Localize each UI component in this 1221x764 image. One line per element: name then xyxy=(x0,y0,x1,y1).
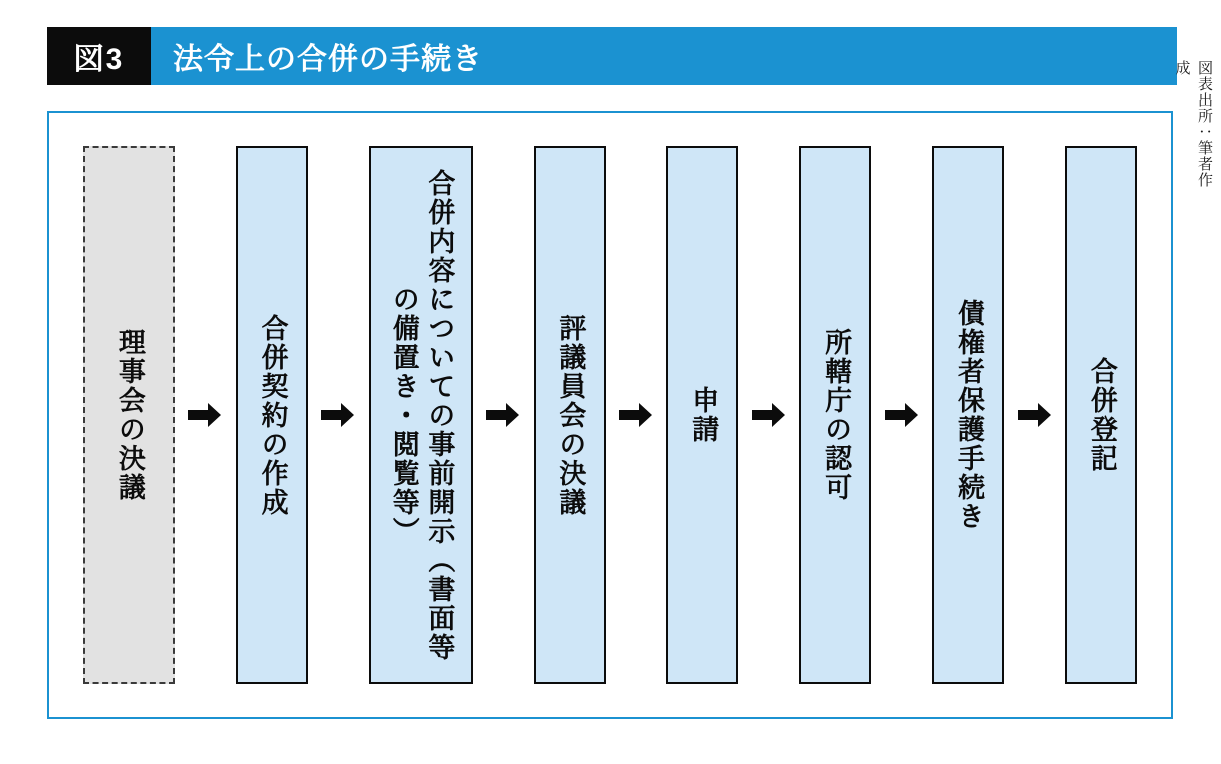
flow-node-label: 債権者保護手続き xyxy=(953,299,984,531)
flow-node-label: 合併内容についての事前開示（書面等の備置き・閲覧等） xyxy=(388,168,455,662)
process-flow xyxy=(49,113,1171,717)
flow-node-label: 申請 xyxy=(688,386,719,444)
flow-arrow-3 xyxy=(473,402,534,428)
flow-node-label: 合併契約の作成 xyxy=(257,313,288,517)
flow-node-7 xyxy=(932,146,1004,684)
flow-node-2 xyxy=(236,146,308,684)
flow-node-8 xyxy=(1065,146,1137,684)
flow-arrow-7 xyxy=(1004,402,1065,428)
figure-number-badge: 図3 xyxy=(47,27,151,85)
flow-node-label: 理事会の決議 xyxy=(114,328,145,502)
flow-node-5 xyxy=(666,146,738,684)
flow-node-6 xyxy=(799,146,871,684)
flow-node-3 xyxy=(369,146,473,684)
figure-container xyxy=(47,27,1177,727)
flow-node-4 xyxy=(534,146,606,684)
figure-header xyxy=(47,27,1177,85)
flow-arrow-4 xyxy=(606,402,667,428)
flow-arrow-6 xyxy=(871,402,932,428)
flow-node-label: 所轄庁の認可 xyxy=(821,328,852,502)
figure-source-note: 図表出所：筆者作成 xyxy=(1173,60,1213,188)
flow-arrow-1 xyxy=(175,402,236,428)
flow-node-label: 評議員会の決議 xyxy=(555,313,586,517)
flow-node-1 xyxy=(83,146,175,684)
diagram-frame xyxy=(47,111,1173,719)
flow-arrow-2 xyxy=(308,402,369,428)
figure-title: 法令上の合併の手続き xyxy=(173,43,483,76)
flow-arrow-5 xyxy=(738,402,799,428)
flow-node-label: 合併登記 xyxy=(1086,357,1117,473)
